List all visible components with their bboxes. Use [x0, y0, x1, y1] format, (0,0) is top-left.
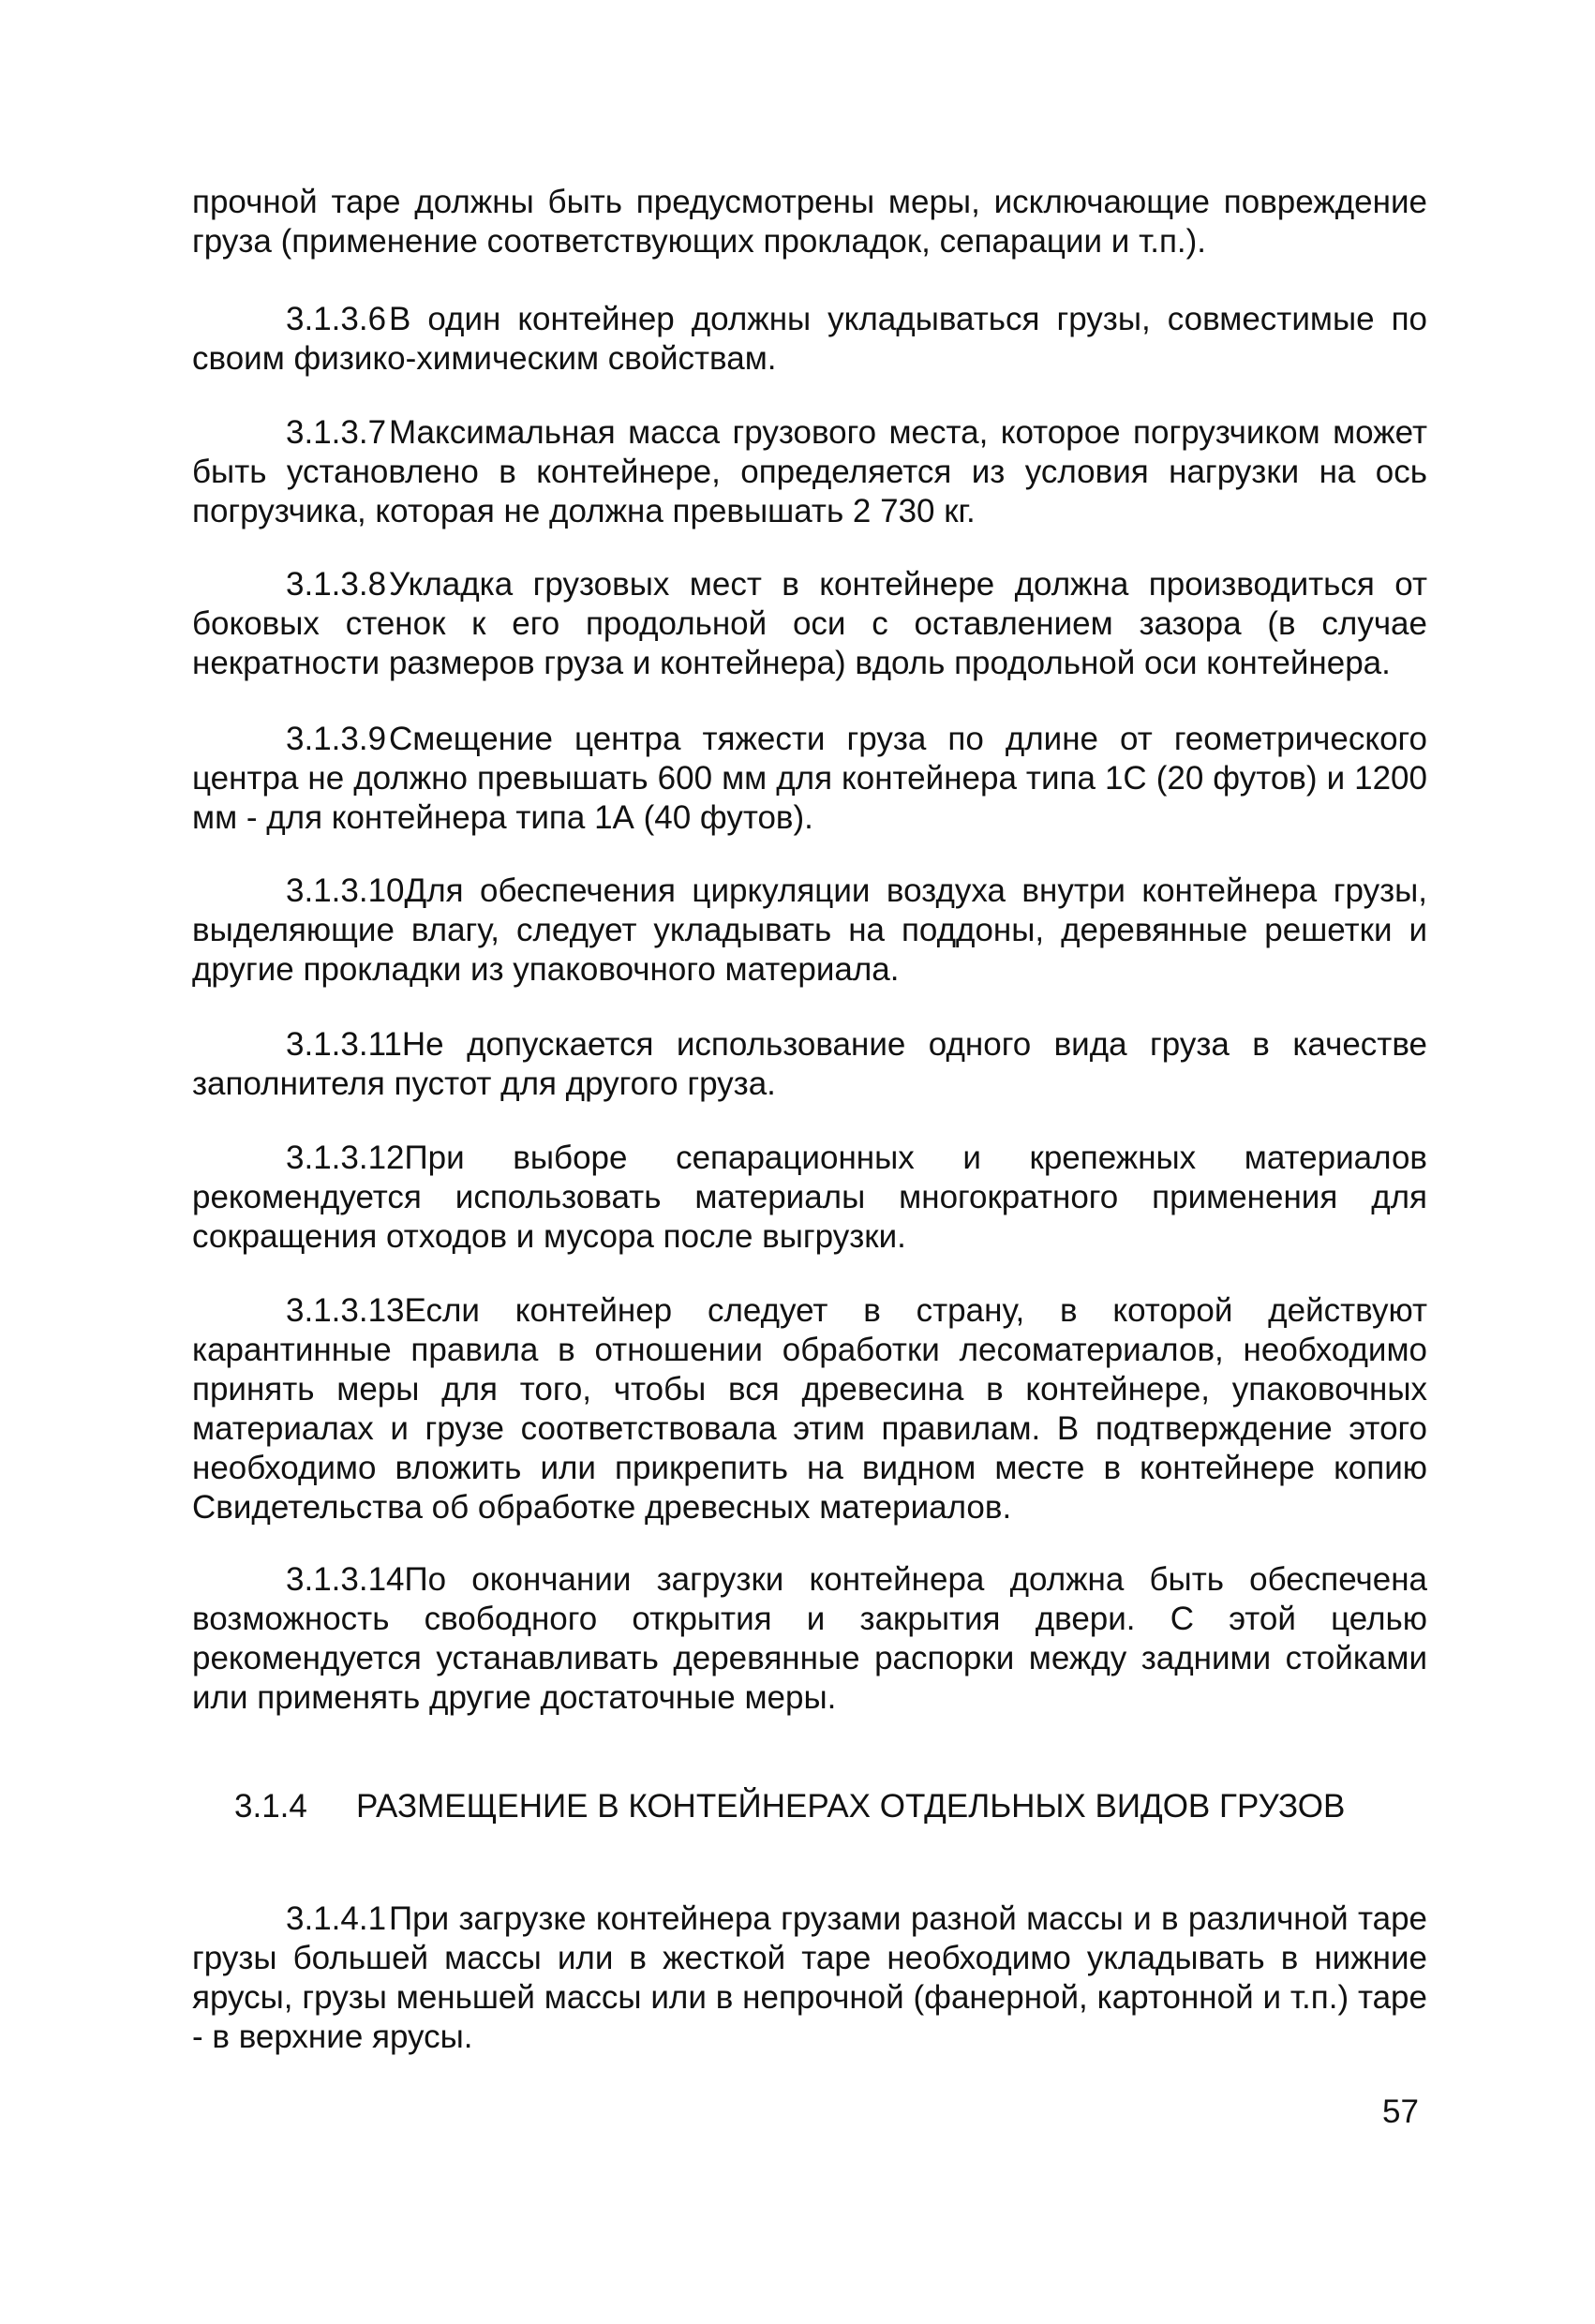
paragraph-text: Если контейнер следует в страну, в которой действуют карантинные правила в отношении обработки лесоматериалов, необходимо принять меры для того, чтобы вся древесина в контейнере, упаковочных материалах и грузе соответствовала этим правилам. В подтверждение этого необходимо вложить или прикрепить на видном месте в контейнере копию Свидетельства об обработке древесных материалов. — [192, 1292, 1427, 1526]
paragraph-text: прочной таре должны быть предусмотрены меры, исключающие повреждение груза (применение соответствующих прокладок, сепарации и т.п.). — [192, 184, 1427, 260]
paragraph-text: Для обеспечения циркуляции воздуха внутри контейнера грузы, выделяющие влагу, следует укладывать на поддоны, деревянные решетки и другие прокладки из упаковочного материала. — [192, 872, 1427, 988]
paragraph-number: 3.1.3.11 — [286, 1026, 402, 1063]
section-title: РАЗМЕЩЕНИЕ В КОНТЕЙНЕРАХ ОТДЕЛЬНЫХ ВИДОВ ГРУЗОВ — [356, 1788, 1346, 1825]
paragraph-3-1-4-1 — [192, 1899, 1427, 2057]
paragraph-number: 3.1.3.9 — [286, 721, 387, 757]
paragraph-continuation — [192, 183, 1427, 261]
paragraph-number: 3.1.3.7 — [286, 414, 387, 451]
paragraph-3-1-3-9 — [192, 720, 1427, 838]
paragraph-3-1-3-13 — [192, 1291, 1427, 1527]
paragraph-text: В один контейнер должны укладываться грузы, совместимые по своим физико-химическим свойствам. — [192, 301, 1427, 377]
paragraph-text: Укладка грузовых мест в контейнере должна производиться от боковых стенок к его продольной оси с оставлением зазора (в случае некратности размеров груза и контейнера) вдоль продольной оси контейнера. — [192, 566, 1427, 681]
paragraph-number: 3.1.3.14 — [286, 1561, 405, 1598]
paragraph-3-1-3-8 — [192, 565, 1427, 683]
paragraph-3-1-3-11 — [192, 1025, 1427, 1104]
paragraph-3-1-3-14 — [192, 1560, 1427, 1718]
paragraph-number: 3.1.4.1 — [286, 1900, 387, 1937]
paragraph-text: Максимальная масса грузового места, которое погрузчиком может быть установлено в контейнере, определяется из условия нагрузки на ось погрузчика, которая не должна превышать 2 730 кг. — [192, 414, 1427, 529]
paragraph-3-1-3-10 — [192, 872, 1427, 990]
paragraph-3-1-3-12 — [192, 1139, 1427, 1257]
paragraph-text: Не допускается использование одного вида груза в качестве заполнителя пустот для другого груза. — [192, 1026, 1427, 1102]
paragraph-3-1-3-6 — [192, 300, 1427, 379]
section-heading — [234, 1787, 1453, 1826]
paragraph-number: 3.1.3.10 — [286, 872, 405, 909]
page-number: 57 — [1382, 2093, 1419, 2130]
paragraph-text: При загрузке контейнера грузами разной массы и в различной таре грузы большей массы или в жесткой таре необходимо укладывать в нижние ярусы, грузы меньшей массы или в непрочной (фанерной, картонной и т.п.) таре - в верхние ярусы. — [192, 1900, 1427, 2055]
paragraph-number: 3.1.3.8 — [286, 566, 387, 603]
paragraph-text: По окончании загрузки контейнера должна быть обеспечена возможность свободного открытия и закрытия двери. С этой целью рекомендуется устанавливать деревянные распорки между задними стойками или применять другие достаточные меры. — [192, 1561, 1427, 1716]
paragraph-text: Смещение центра тяжести груза по длине от геометрического центра не должно превышать 600 мм для контейнера типа 1С (20 футов) и 1200 мм - для контейнера типа 1А (40 футов). — [192, 721, 1427, 836]
paragraph-3-1-3-7 — [192, 413, 1427, 531]
paragraph-text: При выборе сепарационных и крепежных материалов рекомендуется использовать материалы многократного применения для сокращения отходов и мусора после выгрузки. — [192, 1140, 1427, 1255]
section-number: 3.1.4 — [234, 1788, 307, 1825]
paragraph-number: 3.1.3.6 — [286, 301, 387, 337]
paragraph-number: 3.1.3.12 — [286, 1140, 405, 1176]
paragraph-number: 3.1.3.13 — [286, 1292, 405, 1329]
